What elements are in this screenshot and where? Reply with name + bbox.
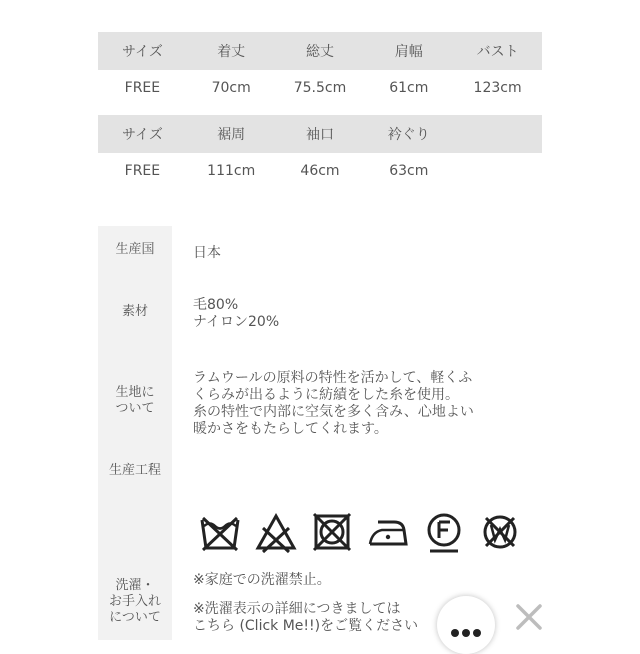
value-cell: 123cm	[473, 80, 522, 96]
header-cell: サイズ	[121, 44, 163, 60]
material-value: 毛80% ナイロン20%	[193, 297, 280, 330]
dry-clean-f-icon	[422, 510, 466, 554]
header-cell: 総丈	[305, 44, 334, 60]
origin-label: 生産国	[115, 242, 155, 257]
care-details-link[interactable]: こちら (Click Me!!)をご覧ください	[193, 618, 419, 634]
care-notes: ※家庭での洗濯禁止。 ※洗濯表示の詳細につきましては こちら (Click Me!!)をご覧ください	[193, 572, 419, 634]
value-cell: 75.5cm	[293, 80, 347, 96]
dot-icon	[451, 629, 459, 637]
size-table-1	[98, 32, 542, 106]
size-table-1-values	[98, 70, 542, 106]
fabric-description: ラムウールの原料の特性を活かして、軽くふ くらみが出るように紡績をした糸を使用。 糸の特性で内部に空気を多く含み、心地よい 暖かさをもたらしてくれます。	[193, 370, 474, 437]
material-label: 素材	[121, 304, 148, 319]
header-cell: バスト	[476, 44, 519, 60]
no-wet-clean-icon	[478, 510, 522, 554]
value-cell: 46cm	[300, 163, 340, 179]
no-bleach-icon	[254, 510, 298, 554]
header-cell: 着丈	[217, 44, 246, 60]
header-cell: 衿ぐり	[387, 127, 430, 143]
fabric-label: 生地に ついて	[115, 385, 155, 416]
chat-button[interactable]	[437, 596, 495, 654]
header-cell: サイズ	[121, 127, 163, 143]
dot-icon	[473, 629, 481, 637]
header-cell: 肩幅	[394, 44, 423, 60]
origin-value: 日本	[193, 245, 221, 261]
size-table-1-header	[98, 32, 542, 70]
close-icon[interactable]	[512, 600, 546, 634]
value-cell: 70cm	[211, 80, 251, 96]
iron-low-icon	[366, 510, 410, 554]
care-label: 洗濯・ お手入れ について	[108, 578, 161, 625]
no-washing-icon	[198, 510, 242, 554]
header-cell: 袖口	[305, 127, 334, 143]
process-label: 生産工程	[108, 463, 161, 478]
value-cell: FREE	[124, 80, 161, 96]
value-cell: FREE	[124, 163, 161, 179]
value-cell: 63cm	[389, 163, 429, 179]
dot-icon	[462, 629, 470, 637]
size-table-2-values	[98, 153, 542, 189]
size-table-2-header	[98, 115, 542, 153]
value-cell: 111cm	[207, 163, 256, 179]
value-cell: 61cm	[389, 80, 429, 96]
header-cell: 裾周	[217, 127, 246, 143]
size-table-2	[98, 115, 542, 189]
no-tumble-dry-icon	[310, 510, 354, 554]
